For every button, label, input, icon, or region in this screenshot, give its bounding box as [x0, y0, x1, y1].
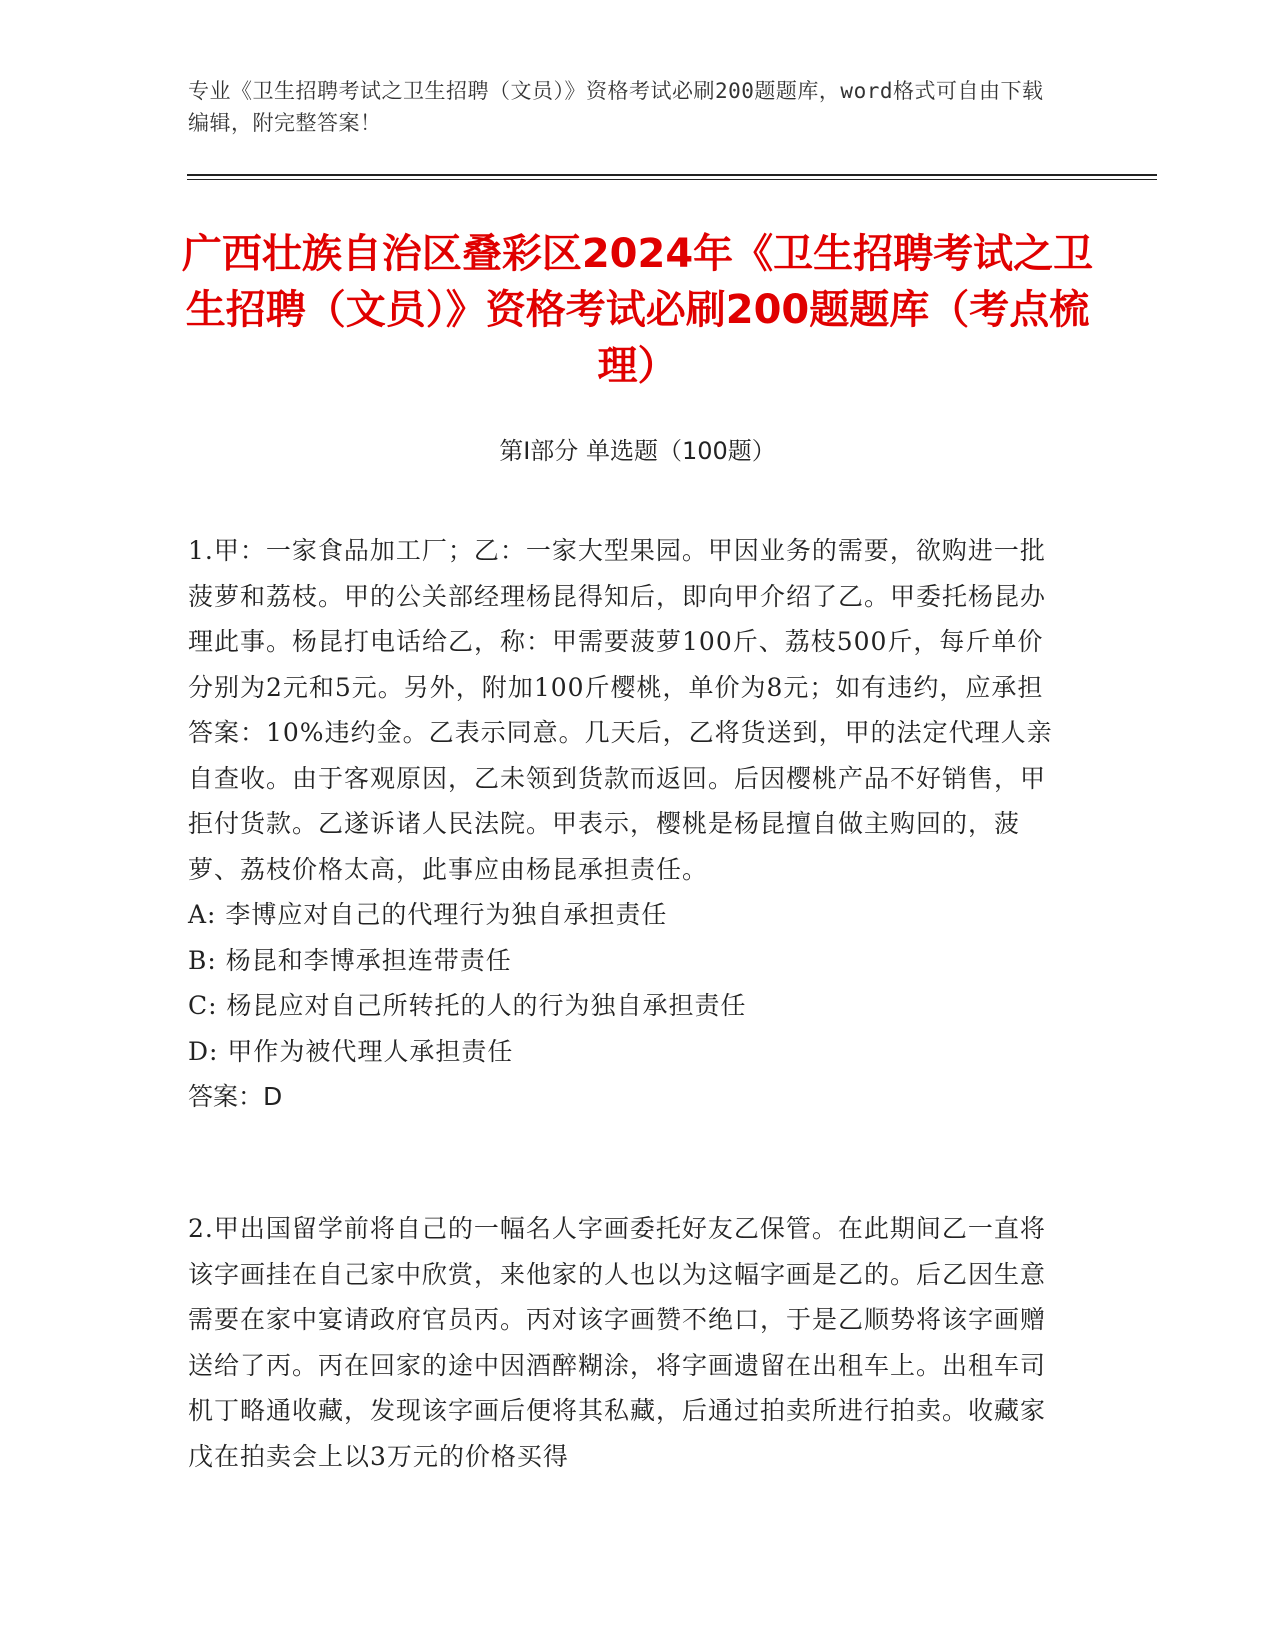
- question-1-option-d: D: 甲作为被代理人承担责任: [188, 1036, 514, 1066]
- question-1: [188, 528, 1058, 1120]
- header-note: 专业《卫生招聘考试之卫生招聘（文员）》资格考试必刷200题题库，word格式可自由下载编辑，附完整答案！: [188, 79, 1044, 135]
- question-1-option-b: B: 杨昆和李博承担连带责任: [188, 945, 512, 975]
- document-title: 广西壮族自治区叠彩区2024年《卫生招聘考试之卫生招聘（文员）》资格考试必刷200题题库（考点梳理）: [181, 231, 1094, 389]
- question-2-stem: 2.甲出国留学前将自己的一幅名人字画委托好友乙保管。在此期间乙一直将该字画挂在自己家中欣赏，来他家的人也以为这幅字画是乙的。后乙因生意需要在家中宴请政府官员丙。丙对该字画赞不绝口，于是乙顺势将该字画赠送给了丙。丙在回家的途中因酒醉糊涂，将字画遗留在出租车上。出租车司机丁略通收藏，发现该字画后便将其私藏，后通过拍卖所进行拍卖。收藏家戊在拍卖会上以3万元的价格买得: [188, 1214, 1047, 1471]
- question-2: [188, 1206, 1058, 1479]
- section-heading: 第Ⅰ部分 单选题（100题）: [499, 437, 776, 465]
- header-divider: [187, 174, 1157, 180]
- question-1-answer: 答案：D: [188, 1082, 283, 1111]
- question-1-option-c: C: 杨昆应对自己所转托的人的行为独自承担责任: [188, 991, 747, 1020]
- question-1-stem: 1.甲：一家食品加工厂；乙：一家大型果园。甲因业务的需要，欲购进一批菠萝和荔枝。甲的公关部经理杨昆得知后，即向甲介绍了乙。甲委托杨昆办理此事。杨昆打电话给乙，称：甲需要菠萝100斤、荔枝500斤，每斤单价分别为2元和5元。另外，附加100斤樱桃，单价为8元；如有违约，应承担答案：10%违约金。乙表示同意。几天后，乙将货送到，甲的法定代理人亲自查收。由于客观原因，乙未领到货款而返回。后因樱桃产品不好销售，甲拒付货款。乙遂诉诸人民法院。甲表示，樱桃是杨昆擅自做主购回的，菠萝、荔枝价格太高，此事应由杨昆承担责任。: [188, 536, 1053, 884]
- question-1-option-a: A: 李博应对自己的代理行为独自承担责任: [188, 900, 668, 929]
